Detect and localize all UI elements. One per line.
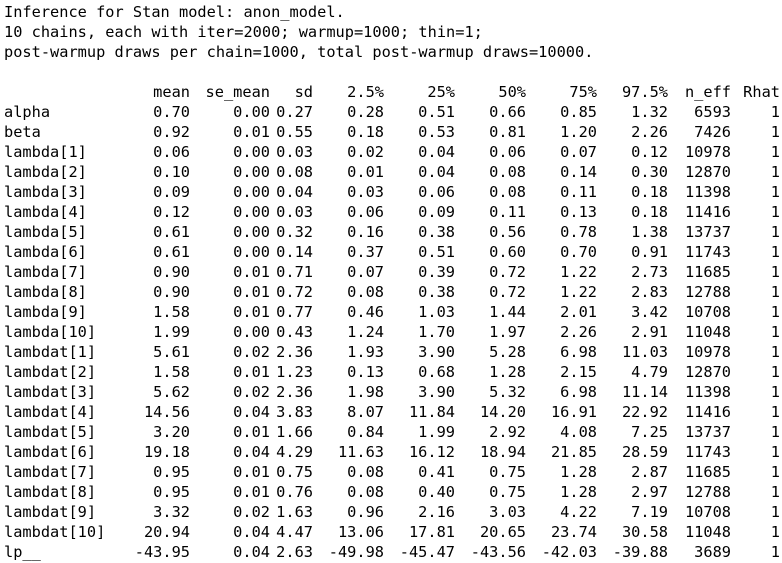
cell-q50: 0.72 [489, 283, 526, 301]
cell-se-mean: 0.02 [233, 503, 270, 521]
cell-rhat: 1 [770, 343, 780, 361]
cell-mean: -43.95 [134, 543, 190, 561]
cell-q50: 18.94 [479, 443, 526, 461]
cell-n-eff: 11398 [684, 183, 731, 201]
cell-se-mean: 0.00 [233, 163, 270, 181]
column-header-n-eff: n_eff [684, 83, 731, 101]
cell-sd: 2.36 [276, 383, 313, 401]
table-row [4, 102, 780, 122]
cell-q75: 0.11 [560, 183, 597, 201]
cell-sd: 0.32 [276, 223, 313, 241]
cell-rhat: 1 [770, 323, 780, 341]
cell-q2-5: 8.07 [347, 403, 384, 421]
cell-q97-5: 4.79 [631, 363, 668, 381]
cell-n-eff: 11048 [684, 523, 731, 541]
cell-rhat: 1 [770, 463, 780, 481]
cell-q97-5: 1.38 [631, 223, 668, 241]
cell-n-eff: 10708 [684, 503, 731, 521]
table-row [4, 202, 780, 222]
table-row [4, 482, 780, 502]
table-row [4, 402, 780, 422]
parameter-name: lambda[9] [4, 303, 87, 321]
cell-q50: 0.66 [489, 103, 526, 121]
cell-q2-5: 0.37 [347, 243, 384, 261]
cell-q97-5: 11.14 [621, 383, 668, 401]
parameter-name: lambdat[3] [4, 383, 97, 401]
cell-rhat: 1 [770, 123, 780, 141]
cell-rhat: 1 [770, 383, 780, 401]
cell-q97-5: 0.12 [631, 143, 668, 161]
cell-n-eff: 11743 [684, 443, 731, 461]
cell-q25: 0.40 [418, 483, 455, 501]
cell-mean: 0.61 [153, 223, 190, 241]
cell-sd: 4.29 [276, 443, 313, 461]
cell-q2-5: 0.03 [347, 183, 384, 201]
cell-mean: 0.95 [153, 483, 190, 501]
table-row [4, 262, 780, 282]
column-header-sd: sd [294, 83, 313, 101]
parameter-name: lambdat[8] [4, 483, 97, 501]
model-header-line: Inference for Stan model: anon_model. [4, 3, 345, 21]
cell-mean: 3.20 [153, 423, 190, 441]
console-output [4, 2, 780, 562]
cell-q25: -45.47 [399, 543, 455, 561]
column-header-q25: 25% [427, 83, 455, 101]
parameter-name: lambda[4] [4, 203, 87, 221]
cell-q2-5: 0.84 [347, 423, 384, 441]
table-row [4, 282, 780, 302]
cell-q50: 0.08 [489, 183, 526, 201]
cell-se-mean: 0.00 [233, 203, 270, 221]
column-header-q2-5: 2.5% [347, 83, 384, 101]
cell-q50: 1.44 [489, 303, 526, 321]
cell-q25: 0.04 [418, 163, 455, 181]
cell-se-mean: 0.02 [233, 383, 270, 401]
cell-mean: 0.90 [153, 283, 190, 301]
cell-q25: 0.39 [418, 263, 455, 281]
table-row [4, 382, 780, 402]
cell-mean: 20.94 [143, 523, 190, 541]
cell-q97-5: 22.92 [621, 403, 668, 421]
cell-rhat: 1 [770, 423, 780, 441]
cell-rhat: 1 [770, 543, 780, 561]
cell-q25: 11.84 [408, 403, 455, 421]
cell-rhat: 1 [770, 303, 780, 321]
cell-rhat: 1 [770, 403, 780, 421]
parameter-name: beta [4, 123, 41, 141]
cell-mean: 1.58 [153, 303, 190, 321]
cell-q97-5: 2.73 [631, 263, 668, 281]
cell-q97-5: 2.26 [631, 123, 668, 141]
table-row [4, 322, 780, 342]
table-row [4, 302, 780, 322]
table-row [4, 122, 780, 142]
cell-q97-5: 11.03 [621, 343, 668, 361]
cell-mean: 0.70 [153, 103, 190, 121]
cell-n-eff: 12870 [684, 163, 731, 181]
table-row [4, 462, 780, 482]
cell-q25: 0.53 [418, 123, 455, 141]
cell-sd: 0.71 [276, 263, 313, 281]
cell-mean: 0.90 [153, 263, 190, 281]
table-row [4, 522, 780, 542]
cell-rhat: 1 [770, 203, 780, 221]
cell-q50: 0.60 [489, 243, 526, 261]
cell-q75: 23.74 [550, 523, 597, 541]
cell-q97-5: 1.32 [631, 103, 668, 121]
column-header-mean: mean [153, 83, 190, 101]
cell-q97-5: 30.58 [621, 523, 668, 541]
cell-q50: 1.28 [489, 363, 526, 381]
parameter-name: lambda[3] [4, 183, 87, 201]
cell-n-eff: 11685 [684, 463, 731, 481]
cell-sd: 2.63 [276, 543, 313, 561]
cell-q2-5: 0.07 [347, 263, 384, 281]
cell-mean: 1.99 [153, 323, 190, 341]
cell-q25: 0.38 [418, 283, 455, 301]
cell-sd: 0.75 [276, 463, 313, 481]
cell-q2-5: 0.96 [347, 503, 384, 521]
cell-sd: 1.63 [276, 503, 313, 521]
parameter-name: lambda[8] [4, 283, 87, 301]
cell-rhat: 1 [770, 223, 780, 241]
parameter-name: lambda[1] [4, 143, 87, 161]
cell-n-eff: 13737 [684, 423, 731, 441]
parameter-name: lambda[6] [4, 243, 87, 261]
cell-rhat: 1 [770, 183, 780, 201]
cell-q75: 4.22 [560, 503, 597, 521]
cell-mean: 0.10 [153, 163, 190, 181]
cell-mean: 0.09 [153, 183, 190, 201]
cell-rhat: 1 [770, 523, 780, 541]
cell-q97-5: 2.83 [631, 283, 668, 301]
cell-q97-5: 0.91 [631, 243, 668, 261]
table-row [4, 242, 780, 262]
cell-sd: 2.36 [276, 343, 313, 361]
column-header-q50: 50% [498, 83, 526, 101]
blank-line [4, 62, 780, 82]
cell-rhat: 1 [770, 243, 780, 261]
draws-info-line: post-warmup draws per chain=1000, total post-warmup draws=10000. [4, 43, 594, 61]
cell-q75: 6.98 [560, 383, 597, 401]
cell-q50: 0.11 [489, 203, 526, 221]
column-header-parameter [4, 82, 122, 102]
table-row [4, 182, 780, 202]
cell-mean: 0.92 [153, 123, 190, 141]
cell-q25: 2.16 [418, 503, 455, 521]
cell-q97-5: 2.87 [631, 463, 668, 481]
cell-se-mean: 0.04 [233, 523, 270, 541]
parameter-name: lambdat[7] [4, 463, 97, 481]
cell-q75: 21.85 [550, 443, 597, 461]
table-body [4, 102, 780, 562]
cell-se-mean: 0.01 [233, 123, 270, 141]
cell-q25: 1.70 [418, 323, 455, 341]
cell-se-mean: 0.01 [233, 423, 270, 441]
cell-se-mean: 0.04 [233, 403, 270, 421]
cell-rhat: 1 [770, 103, 780, 121]
cell-se-mean: 0.00 [233, 143, 270, 161]
cell-mean: 0.06 [153, 143, 190, 161]
cell-q97-5: 0.18 [631, 203, 668, 221]
cell-q2-5: 0.08 [347, 283, 384, 301]
cell-q25: 0.41 [418, 463, 455, 481]
parameter-name: lambdat[2] [4, 363, 97, 381]
parameter-name: lambda[7] [4, 263, 87, 281]
cell-q50: 20.65 [479, 523, 526, 541]
cell-q25: 0.68 [418, 363, 455, 381]
cell-q2-5: 0.08 [347, 483, 384, 501]
cell-sd: 4.47 [276, 523, 313, 541]
cell-mean: 1.58 [153, 363, 190, 381]
cell-n-eff: 10978 [684, 143, 731, 161]
cell-q75: -42.03 [541, 543, 597, 561]
cell-q2-5: 1.98 [347, 383, 384, 401]
parameter-name: lambdat[10] [4, 523, 106, 541]
cell-q25: 0.06 [418, 183, 455, 201]
cell-q50: 0.56 [489, 223, 526, 241]
cell-q25: 1.03 [418, 303, 455, 321]
column-header-q97-5: 97.5% [621, 83, 668, 101]
cell-sd: 1.66 [276, 423, 313, 441]
cell-q2-5: 0.18 [347, 123, 384, 141]
cell-q97-5: 3.42 [631, 303, 668, 321]
cell-q75: 2.01 [560, 303, 597, 321]
cell-q50: 2.92 [489, 423, 526, 441]
cell-n-eff: 11398 [684, 383, 731, 401]
cell-sd: 0.77 [276, 303, 313, 321]
cell-q50: 0.08 [489, 163, 526, 181]
cell-se-mean: 0.00 [233, 183, 270, 201]
cell-mean: 5.61 [153, 343, 190, 361]
cell-sd: 0.03 [276, 143, 313, 161]
table-header-row [4, 82, 780, 102]
cell-sd: 0.72 [276, 283, 313, 301]
cell-rhat: 1 [770, 163, 780, 181]
cell-se-mean: 0.04 [233, 543, 270, 561]
cell-q75: 1.28 [560, 483, 597, 501]
cell-q50: 0.72 [489, 263, 526, 281]
table-row [4, 362, 780, 382]
cell-mean: 14.56 [143, 403, 190, 421]
cell-q2-5: 0.08 [347, 463, 384, 481]
table-row [4, 542, 780, 562]
cell-n-eff: 12788 [684, 283, 731, 301]
cell-q75: 6.98 [560, 343, 597, 361]
cell-se-mean: 0.00 [233, 323, 270, 341]
parameter-name: lambda[2] [4, 163, 87, 181]
cell-sd: 0.03 [276, 203, 313, 221]
cell-q2-5: 0.13 [347, 363, 384, 381]
cell-q75: 0.07 [560, 143, 597, 161]
cell-q75: 2.26 [560, 323, 597, 341]
cell-sd: 0.04 [276, 183, 313, 201]
cell-q25: 3.90 [418, 343, 455, 361]
cell-rhat: 1 [770, 143, 780, 161]
cell-q75: 1.28 [560, 463, 597, 481]
table-row [4, 502, 780, 522]
cell-sd: 3.83 [276, 403, 313, 421]
cell-q50: 5.32 [489, 383, 526, 401]
cell-q2-5: 0.16 [347, 223, 384, 241]
column-header-q75: 75% [569, 83, 597, 101]
parameter-name: lambdat[4] [4, 403, 97, 421]
cell-q75: 0.70 [560, 243, 597, 261]
cell-mean: 5.62 [153, 383, 190, 401]
cell-se-mean: 0.01 [233, 303, 270, 321]
cell-se-mean: 0.01 [233, 263, 270, 281]
parameter-name: lambda[5] [4, 223, 87, 241]
cell-q97-5: 28.59 [621, 443, 668, 461]
cell-q97-5: 2.97 [631, 483, 668, 501]
summary-table [4, 82, 780, 562]
cell-q25: 0.51 [418, 243, 455, 261]
cell-q2-5: 0.28 [347, 103, 384, 121]
chains-info-line: 10 chains, each with iter=2000; warmup=1000; thin=1; [4, 23, 483, 41]
cell-n-eff: 12788 [684, 483, 731, 501]
column-header-se-mean: se_mean [205, 83, 270, 101]
cell-mean: 0.61 [153, 243, 190, 261]
cell-rhat: 1 [770, 263, 780, 281]
cell-rhat: 1 [770, 363, 780, 381]
cell-q50: 0.06 [489, 143, 526, 161]
cell-se-mean: 0.01 [233, 483, 270, 501]
cell-sd: 1.23 [276, 363, 313, 381]
cell-n-eff: 11743 [684, 243, 731, 261]
cell-q75: 0.13 [560, 203, 597, 221]
cell-q75: 0.78 [560, 223, 597, 241]
cell-sd: 0.43 [276, 323, 313, 341]
cell-sd: 0.27 [276, 103, 313, 121]
cell-n-eff: 3689 [694, 543, 731, 561]
cell-q25: 0.09 [418, 203, 455, 221]
cell-q50: 0.75 [489, 463, 526, 481]
cell-mean: 3.32 [153, 503, 190, 521]
cell-q97-5: 7.19 [631, 503, 668, 521]
cell-q50: 0.81 [489, 123, 526, 141]
cell-q25: 16.12 [408, 443, 455, 461]
cell-rhat: 1 [770, 483, 780, 501]
cell-rhat: 1 [770, 443, 780, 461]
cell-q75: 1.22 [560, 283, 597, 301]
table-row [4, 442, 780, 462]
cell-se-mean: 0.01 [233, 283, 270, 301]
parameter-name: lp__ [4, 543, 41, 561]
cell-q2-5: 11.63 [337, 443, 384, 461]
cell-q75: 1.22 [560, 263, 597, 281]
parameter-name: lambdat[6] [4, 443, 97, 461]
cell-n-eff: 10708 [684, 303, 731, 321]
table-row [4, 342, 780, 362]
cell-sd: 0.55 [276, 123, 313, 141]
cell-q2-5: 0.01 [347, 163, 384, 181]
cell-n-eff: 12870 [684, 363, 731, 381]
cell-q97-5: 0.30 [631, 163, 668, 181]
cell-se-mean: 0.01 [233, 363, 270, 381]
cell-q75: 1.20 [560, 123, 597, 141]
cell-q50: 3.03 [489, 503, 526, 521]
cell-sd: 0.76 [276, 483, 313, 501]
cell-q2-5: 0.06 [347, 203, 384, 221]
cell-q2-5: 1.93 [347, 343, 384, 361]
cell-se-mean: 0.00 [233, 243, 270, 261]
cell-se-mean: 0.00 [233, 223, 270, 241]
table-row [4, 142, 780, 162]
cell-q25: 3.90 [418, 383, 455, 401]
column-header-rhat: Rhat [743, 83, 780, 101]
cell-q25: 0.04 [418, 143, 455, 161]
cell-sd: 0.14 [276, 243, 313, 261]
cell-n-eff: 6593 [694, 103, 731, 121]
cell-q2-5: 13.06 [337, 523, 384, 541]
cell-q97-5: -39.88 [612, 543, 668, 561]
cell-n-eff: 11048 [684, 323, 731, 341]
cell-q2-5: 0.46 [347, 303, 384, 321]
cell-q75: 2.15 [560, 363, 597, 381]
cell-q50: 1.97 [489, 323, 526, 341]
cell-q25: 17.81 [408, 523, 455, 541]
cell-se-mean: 0.01 [233, 463, 270, 481]
cell-q75: 0.14 [560, 163, 597, 181]
cell-q25: 1.99 [418, 423, 455, 441]
cell-q2-5: -49.98 [328, 543, 384, 561]
parameter-name: lambdat[1] [4, 343, 97, 361]
cell-q50: 0.75 [489, 483, 526, 501]
cell-q25: 0.38 [418, 223, 455, 241]
cell-se-mean: 0.00 [233, 103, 270, 121]
parameter-name: alpha [4, 103, 51, 121]
cell-n-eff: 13737 [684, 223, 731, 241]
cell-n-eff: 7426 [694, 123, 731, 141]
cell-q50: -43.56 [470, 543, 526, 561]
cell-q25: 0.51 [418, 103, 455, 121]
cell-n-eff: 11685 [684, 263, 731, 281]
cell-q97-5: 7.25 [631, 423, 668, 441]
cell-n-eff: 10978 [684, 343, 731, 361]
cell-q97-5: 2.91 [631, 323, 668, 341]
cell-q2-5: 1.24 [347, 323, 384, 341]
cell-q75: 16.91 [550, 403, 597, 421]
cell-q75: 4.08 [560, 423, 597, 441]
cell-rhat: 1 [770, 503, 780, 521]
table-row [4, 422, 780, 442]
cell-q50: 14.20 [479, 403, 526, 421]
cell-se-mean: 0.02 [233, 343, 270, 361]
cell-n-eff: 11416 [684, 403, 731, 421]
cell-mean: 19.18 [143, 443, 190, 461]
cell-rhat: 1 [770, 283, 780, 301]
table-row [4, 162, 780, 182]
parameter-name: lambdat[5] [4, 423, 97, 441]
cell-q50: 5.28 [489, 343, 526, 361]
table-row [4, 222, 780, 242]
cell-q75: 0.85 [560, 103, 597, 121]
cell-n-eff: 11416 [684, 203, 731, 221]
parameter-name: lambdat[9] [4, 503, 97, 521]
parameter-name: lambda[10] [4, 323, 97, 341]
cell-mean: 0.95 [153, 463, 190, 481]
cell-sd: 0.08 [276, 163, 313, 181]
cell-se-mean: 0.04 [233, 443, 270, 461]
cell-mean: 0.12 [153, 203, 190, 221]
cell-q97-5: 0.18 [631, 183, 668, 201]
cell-q2-5: 0.02 [347, 143, 384, 161]
